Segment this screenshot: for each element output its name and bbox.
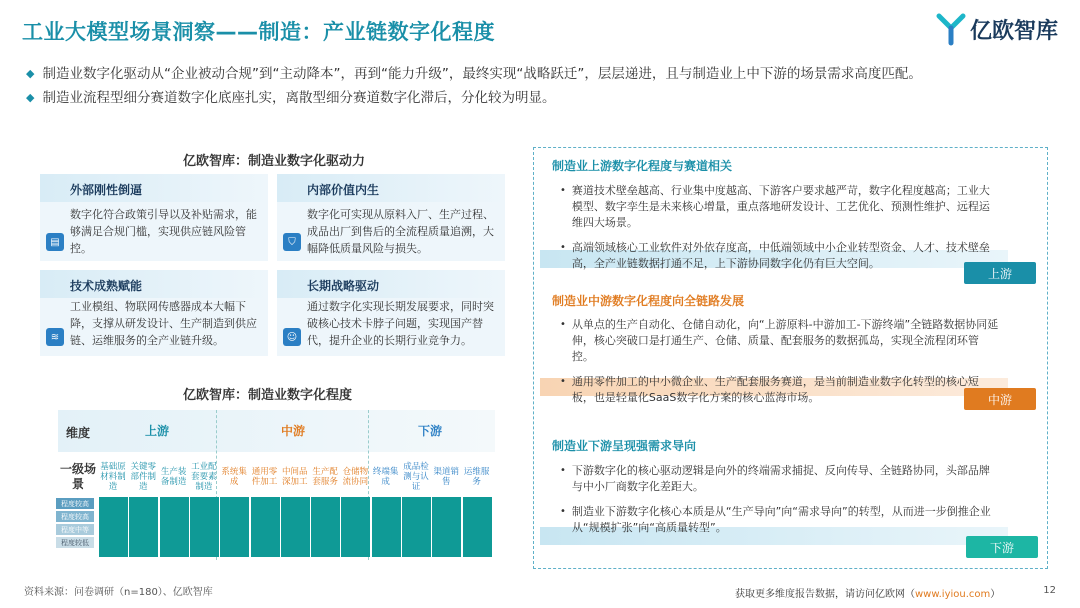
logo-icon [936, 12, 966, 46]
stage-downstream: 下游 [417, 423, 442, 438]
stage-midstream: 中游 [280, 423, 305, 438]
dimension-label: 维度 [65, 426, 90, 440]
driver-card-text: 数字化可实现从原料入厂、生产过程、成品出厂到售后的全流程质量追溯，大幅降低质量风险与损失。 [307, 208, 494, 255]
level-bar [280, 497, 310, 557]
logo-text: 亿欧智库 [969, 18, 1058, 44]
scene-label: 一级场景 [59, 462, 96, 491]
level-bar [128, 497, 158, 557]
level-bar [98, 497, 128, 557]
level-bar [310, 497, 340, 557]
downstream-tag: 下游 [966, 536, 1038, 558]
level-bar [340, 497, 370, 557]
levels-title: 亿欧智库：制造业数字化程度 [183, 388, 353, 403]
downstream-list [560, 463, 1000, 545]
driver-card-title: 内部价值内生 [307, 183, 380, 197]
bullet-text: 制造业数字化驱动从“企业被动合规”到“主动降本”，再到“能力升级”，最终实现“战略跃迁”，层层递进，且与制造业上中下游的场景需求高度匹配。 [42, 66, 922, 82]
midstream-tag: 中游 [964, 388, 1036, 410]
scene-cell: 生产装备制造 [160, 467, 187, 487]
shield-icon: ⛉ [283, 233, 301, 251]
scene-cell: 工业配套要素制造 [191, 462, 217, 492]
scene-cell: 关键零部件制造 [130, 462, 157, 492]
list-item-text: 高端领域核心工业软件对外依存度高，中低端领域中小企业转型资金、人才、技术壁垒高，全产业链数据打通不足，上下游协同数字化仍有巨大空间。 [571, 241, 990, 270]
level-bar [250, 497, 280, 557]
scene-cell: 基础原材料制造 [100, 462, 126, 492]
driver-card-text: 工业模组、物联网传感器成本大幅下降，支撑从研发设计、生产制造到供应链、运维服务的全产业链升级。 [70, 300, 257, 347]
scene-cell: 中间品深加工 [282, 467, 308, 487]
document-icon: ▤ [46, 233, 64, 251]
diamond-icon: ◆ [26, 91, 35, 104]
scene-cell: 成品检测与认证 [403, 462, 429, 492]
driver-card [277, 270, 505, 356]
legend-item: 程度较低 [56, 537, 94, 548]
driver-card-title: 技术成熟赋能 [70, 279, 143, 293]
level-bar [159, 497, 189, 557]
level-bar [371, 497, 401, 557]
downstream-title: 制造业下游呈现强需求导向 [552, 439, 697, 453]
list-item: • 制造业下游数字化核心本质是从“生产导向”向“需求导向”的转型，从而进一步倒推企业从“规模扩张”向“高质量转型”。 [560, 504, 1000, 536]
bullet-text: 制造业流程型细分赛道数字化底座扎实，离散型细分赛道数字化滞后，分化较为明显。 [42, 90, 556, 106]
list-item-text: 通用零件加工的中小微企业、生产配套服务赛道，是当前制造业数字化转型的核心短板，也是轻量化SaaS数字化方案的核心蓝海市场。 [571, 375, 979, 404]
drivers-title: 亿欧智库：制造业数字化驱动力 [183, 154, 366, 169]
upstream-list [560, 183, 1000, 281]
scene-cell: 系统集成 [221, 467, 247, 487]
level-bar [462, 497, 492, 557]
legend-item: 程度中等 [56, 524, 94, 535]
list-item: • 通用零件加工的中小微企业、生产配套服务赛道，是当前制造业数字化转型的核心短板，也是轻量化SaaS数字化方案的核心蓝海市场。 [560, 374, 1000, 406]
logo [936, 12, 1058, 46]
bullet-item [26, 64, 1061, 84]
level-bar [401, 497, 431, 557]
level-bar [189, 497, 219, 557]
scene-cell: 仓储物流协同 [342, 467, 369, 487]
bullet-item [26, 88, 1061, 108]
scene-cell: 渠道销售 [433, 467, 460, 487]
driver-card-title: 长期战略驱动 [307, 279, 380, 293]
scene-cell: 终端集成 [372, 467, 399, 487]
list-item-text: 下游数字化的核心驱动逻辑是向外的终端需求捕捉、反向传导、全链路协同，头部品牌与中小厂商数字化差距大。 [571, 464, 990, 493]
driver-card-title: 外部刚性倒逼 [70, 183, 143, 197]
scene-cell: 运维服务 [463, 467, 490, 487]
level-bar [431, 497, 461, 557]
scene-cell: 通用零件加工 [251, 467, 278, 487]
stage-upstream: 上游 [144, 423, 169, 438]
diamond-icon: ◆ [26, 67, 35, 80]
list-item: • 下游数字化的核心驱动逻辑是向外的终端需求捕捉、反向传导、全链路协同，头部品牌与中小厂商数字化差距大。 [560, 463, 1000, 495]
list-item: • 从单点的生产自动化、仓储自动化，向“上游原料-中游加工-下游终端”全链路数据协同延伸，核心突破口是打通生产、仓储、质量、配套服务的数据孤岛，实现全流程闭环管控。 [560, 318, 999, 363]
page-number: 12 [1043, 585, 1056, 596]
upstream-title: 制造业上游数字化程度与赛道相关 [552, 159, 733, 173]
list-item: • 高端领域核心工业软件对外依存度高，中低端领域中小企业转型资金、人才、技术壁垒高，全产业链数据打通不足，上下游协同数字化仍有巨大空间。 [560, 240, 1000, 272]
list-item: • 赛道技术壁垒越高、行业集中度越高、下游客户要求越严苛，数字化程度越高；工业大模型、数字孪生是未来核心增量，重点落地研发设计、工艺优化、预测性维护、远程运维四大场景。 [560, 183, 1000, 231]
wifi-icon: ≋ [46, 328, 64, 346]
upstream-tag: 上游 [964, 262, 1036, 284]
summary-bullets [26, 64, 1061, 112]
midstream-list [560, 317, 1000, 415]
driver-card-text: 通过数字化实现长期发展要求，同时突破核心技术卡脖子问题，实现国产替代，提升企业的长期行业竞争力。 [307, 300, 494, 347]
person-icon: ☺ [283, 328, 301, 346]
driver-card [40, 174, 268, 261]
source-note: 资料来源：问卷调研（n=180）、亿欧智库 [24, 587, 213, 598]
scene-cell: 生产配套服务 [312, 467, 338, 487]
legend-item: 程度较高 [56, 511, 94, 522]
legend-item: 程度较高 [56, 498, 94, 509]
more-info-text: 获取更多维度报告数据，请访问亿欧网（ [735, 589, 915, 600]
list-item-text: 从单点的生产自动化、仓储自动化，向“上游原料-中游加工-下游终端”全链路数据协同延伸，核心突破口是打通生产、仓储、质量、配套服务的数据孤岛，实现全流程闭环管控。 [571, 318, 999, 363]
driver-card [277, 174, 505, 261]
driver-card-text: 数字化符合政策引导以及补贴需求，能够满足合规门槛，实现供应链风险管控。 [70, 208, 257, 255]
page-title: 工业大模型场景洞察——制造：产业链数字化程度 [22, 20, 495, 44]
website-link[interactable]: www.iyiou.com [915, 589, 991, 600]
more-info-end: ） [990, 589, 1001, 600]
level-bar [219, 497, 249, 557]
driver-card [40, 270, 268, 356]
midstream-title: 制造业中游数字化程度向全链路发展 [552, 294, 745, 308]
more-info [735, 585, 1000, 600]
list-item-text: 制造业下游数字化核心本质是从“生产导向”向“需求导向”的转型，从而进一步倒推企业从“规模扩张”向“高质量转型”。 [571, 505, 991, 534]
list-item-text: 赛道技术壁垒越高、行业集中度越高、下游客户要求越严苛，数字化程度越高；工业大模型、数字孪生是未来核心增量，重点落地研发设计、工艺优化、预测性维护、远程运维四大场景。 [571, 184, 990, 229]
